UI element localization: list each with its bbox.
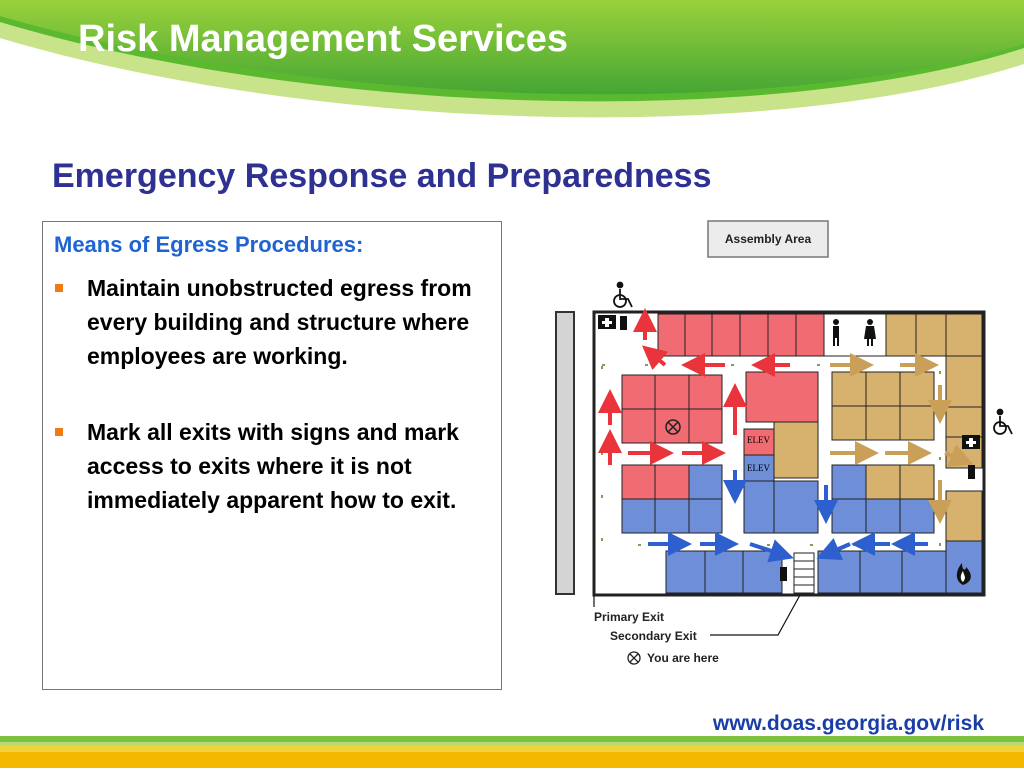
wheelchair-accessible-icon [994,410,1012,435]
header-title: Risk Management Services [78,18,569,60]
you-are-here-label: You are here [647,651,719,665]
content-box [42,221,502,690]
first-aid-sign [962,435,980,449]
first-aid-sign [598,315,616,329]
primary-exit-label: Primary Exit [594,610,665,624]
secondary-exit-label: Secondary Exit [610,629,697,643]
wheelchair-accessible-icon [614,283,632,308]
header-banner [0,0,1024,140]
elevator-label: ELEV [747,463,770,473]
bullet-text: Mark all exits with signs and mark access to exits where it is not immediately apparent how to exit. [87,419,459,513]
slide-title: Emergency Response and Preparedness [52,157,712,195]
elevator-label: ELEV [747,435,770,445]
bullet-item [55,415,497,517]
you-are-here-legend [628,651,719,665]
footer-stripes [0,736,1024,768]
adjacent-building [556,312,574,594]
evacuation-floor-plan [550,215,1024,675]
assembly-area-sign [708,221,828,257]
footer-url[interactable]: www.doas.georgia.gov/risk [712,712,984,735]
bullet-marker [55,428,63,436]
bullet-marker [55,284,63,292]
bullet-item [55,271,497,373]
assembly-area-label: Assembly Area [724,232,812,246]
subheading: Means of Egress Procedures: [54,232,364,257]
bullet-text: Maintain unobstructed egress from every building and structure where employees are working. [87,275,472,369]
